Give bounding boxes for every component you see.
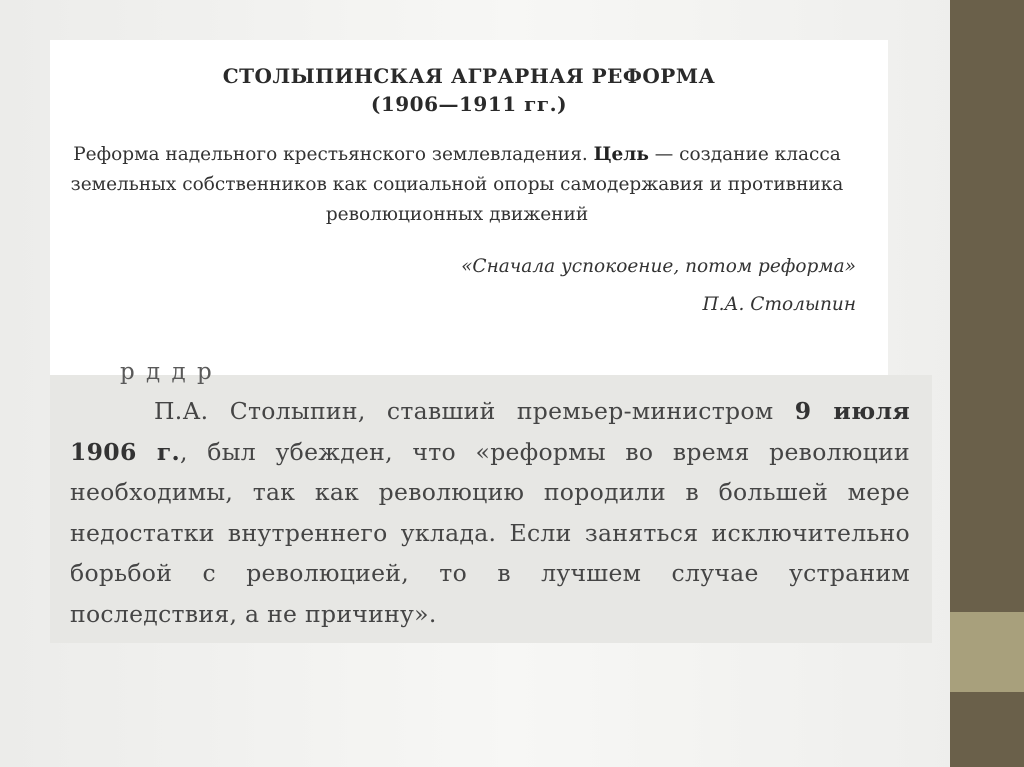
reform-years: (1906—1911 гг.) [370, 92, 568, 116]
appointment-date: 9 июля 1906 г. [70, 397, 910, 466]
reform-title: СТОЛЫПИНСКАЯ АГРАРНАЯ РЕФОРМА [222, 64, 716, 88]
goal-text: — создание класса земельных собственников как социальной опоры самодержавия и противника революционных движений [70, 144, 844, 225]
textbook-excerpt-body [50, 359, 932, 643]
body-text-start: П.А. Столыпин, ставший премьер-министром [154, 397, 795, 425]
clipped-text-line: р д д р [120, 359, 214, 385]
body-paragraph [70, 391, 910, 634]
sidebar-accent-block [950, 612, 1024, 692]
body-text-rest: , был убежден, что «реформы во время революции необходимы, так как революцию породили в большей мере недостатки внутреннего уклада. Если заняться исключительно борьбой с революцией, то в лучшем случае устраним последствия, а не причину». [70, 437, 910, 628]
stolypin-quote: «Сначала успокоение, потом реформа» [461, 256, 856, 277]
textbook-excerpt-header [50, 40, 888, 378]
reform-description [62, 140, 852, 230]
description-text: Реформа надельного крестьянского землевладения. [73, 144, 594, 165]
quote-author: П.А. Столыпин [702, 294, 856, 315]
goal-label: Цель [593, 144, 649, 165]
